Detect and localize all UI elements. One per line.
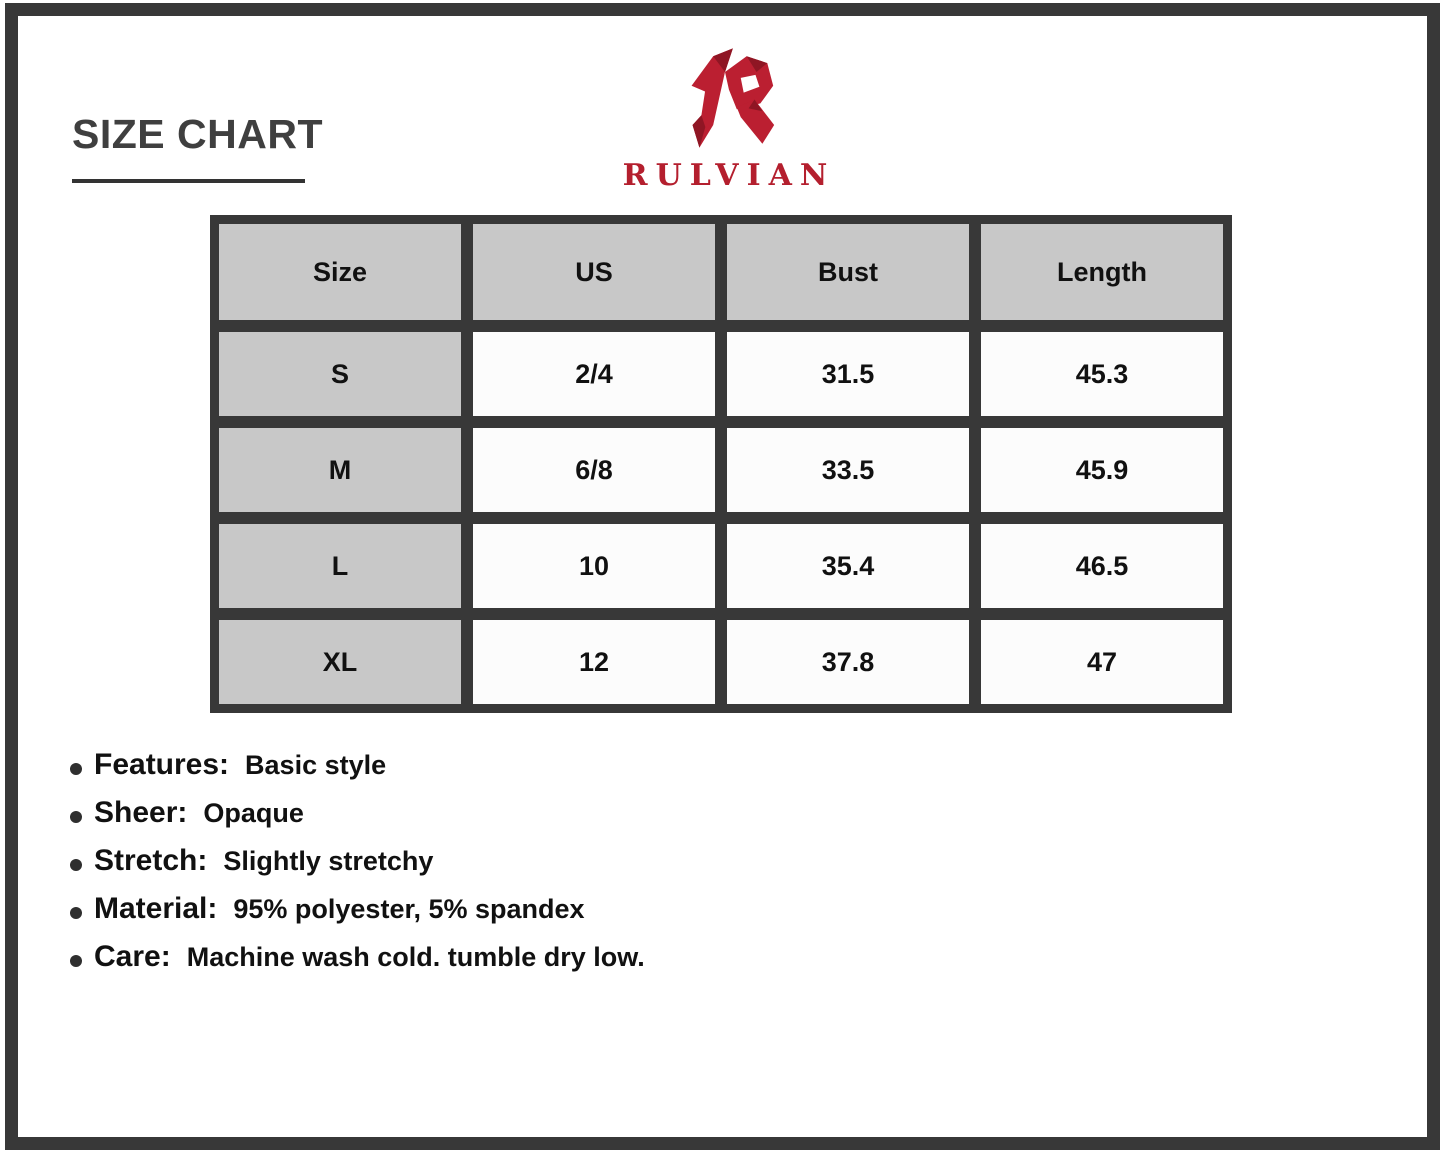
table-cell-bust: 31.5	[727, 332, 969, 416]
table-cell-length: 45.9	[981, 428, 1223, 512]
list-item-stretch	[70, 844, 645, 892]
detail-label: Material:	[94, 892, 218, 925]
table-cell-length: 45.3	[981, 332, 1223, 416]
brand-logo-icon	[666, 46, 784, 150]
bullet-icon	[70, 811, 82, 823]
table-header-length: Length	[981, 224, 1223, 320]
table-cell-size: M	[219, 428, 461, 512]
list-item-features	[70, 748, 645, 796]
table-header-us: US	[473, 224, 715, 320]
page-title: SIZE CHART	[72, 111, 323, 157]
table-cell-length: 47	[981, 620, 1223, 704]
table-cell-us: 12	[473, 620, 715, 704]
table-header-size: Size	[219, 224, 461, 320]
size-table	[210, 215, 1232, 713]
detail-value: Machine wash cold. tumble dry low.	[186, 942, 645, 972]
bullet-icon	[70, 859, 82, 871]
table-cell-bust: 35.4	[727, 524, 969, 608]
detail-label: Sheer:	[94, 796, 188, 829]
table-cell-bust: 37.8	[727, 620, 969, 704]
list-item-sheer	[70, 796, 645, 844]
table-cell-size: S	[219, 332, 461, 416]
detail-label: Features:	[94, 748, 230, 781]
title-underline	[72, 179, 305, 183]
brand-name: RULVIAN	[622, 158, 836, 193]
table-cell-us: 10	[473, 524, 715, 608]
table-cell-size: L	[219, 524, 461, 608]
bullet-icon	[70, 907, 82, 919]
bullet-icon	[70, 763, 82, 775]
list-item-care	[70, 940, 645, 988]
product-details-list	[70, 748, 645, 988]
detail-label: Care:	[94, 940, 171, 973]
table-cell-us: 2/4	[473, 332, 715, 416]
table-cell-us: 6/8	[473, 428, 715, 512]
table-cell-bust: 33.5	[727, 428, 969, 512]
bullet-icon	[70, 955, 82, 967]
brand-block	[540, 46, 910, 193]
detail-value: 95% polyester, 5% spandex	[233, 894, 585, 924]
detail-value: Slightly stretchy	[223, 846, 434, 876]
detail-value: Basic style	[245, 750, 387, 780]
detail-label: Stretch:	[94, 844, 208, 877]
heading-block	[72, 112, 372, 183]
list-item-material	[70, 892, 645, 940]
table-cell-size: XL	[219, 620, 461, 704]
table-cell-length: 46.5	[981, 524, 1223, 608]
detail-value: Opaque	[203, 798, 304, 828]
table-header-bust: Bust	[727, 224, 969, 320]
